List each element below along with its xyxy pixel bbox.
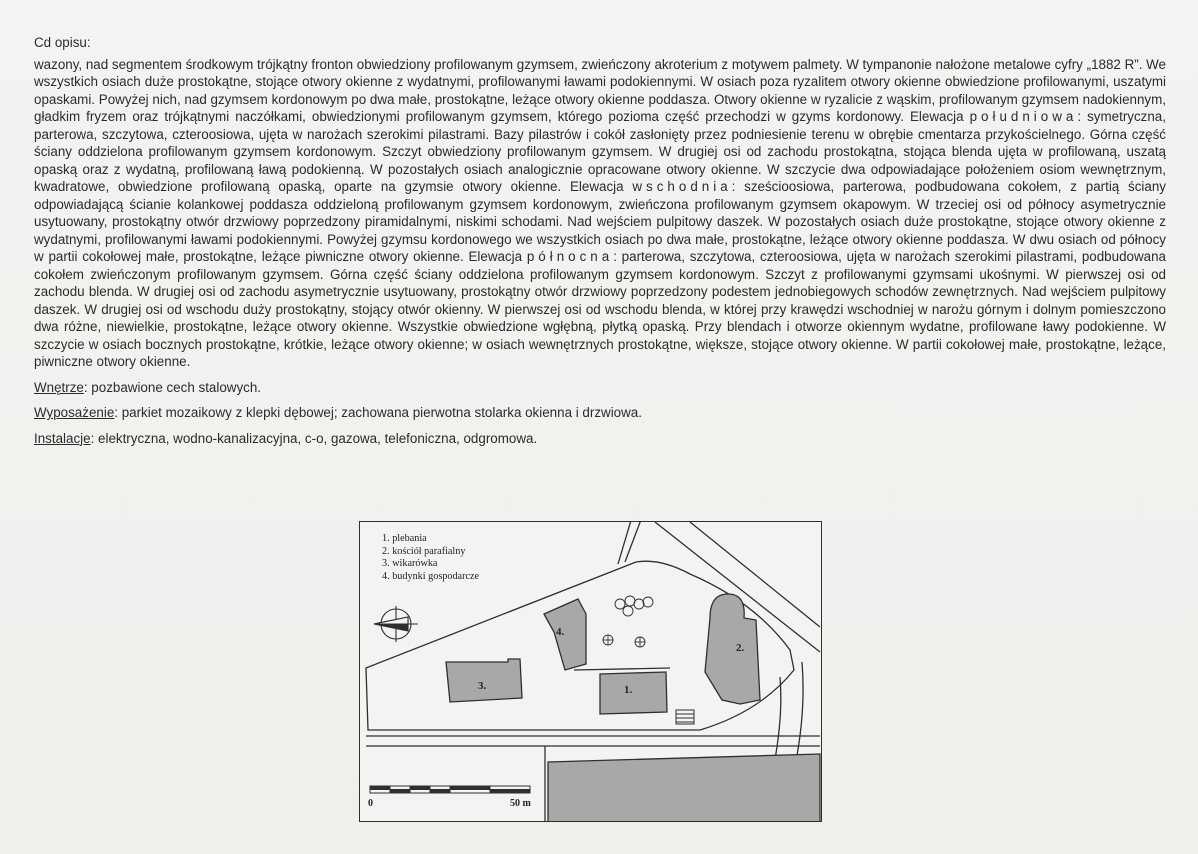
paragraph-part-4: : parterowa, szczytowa, czteroosiowa, ujęta w narożach szerokimi pilastrami, podbudowana cokołem zwieńczonym profilowanym gzymsem. Górna część ściany oddzielona profilowanym gzymsem kordonowym. Szczyt z profilowanymi gzymsami ukośnymi. W pierwszej osi od zachodu blenda. W drugiej osi od zachodu asymetrycznie usytuowany, prostokątny otwór drzwiowy poprzedzony podestem jednobiegowych schodów zewnętrznych. Nad wejściem pulpitowy daszek. W drugiej osi od wschodu duży prostokątny, stojący otwór okienny. W pierwszej osi od wschodu blenda, w której przy krawędzi wschodniej w narożu górnym i dolnym pomieszczono dwa różne, niewielkie, prostokątne, leżące otwory okienne. Wszystkie obwiedzione wgłębną, płytką opaską. Przy blendach i otworze okiennym wydatne, profilowane ławy podokienne. W szczycie w osiach bocznych prostokątne, krótkie, leżące otwory okienne; w osiach wewnętrznych prostokątne, większe, stojące otwory okienne. W partii cokołowej małe, prostokątne, leżące, piwniczne otwory okienne. [34, 249, 1166, 369]
installations-value: : elektryczna, wodno-kanalizacyjna, c-o, gazowa, telefoniczna, odgromowa. [90, 430, 538, 446]
paragraph-part-3: : sześcioosiowa, parterowa, podbudowana cokołem, z partią ściany odpowiadającą ścianie kolankowej poddasza oddzieloną profilowanym gzymsem kordonowym, zwieńczona profilowanym gzymsem okapowym. W trzeciej osi od północy asymetrycznie usytuowany, prostokątny otwór drzwiowy poprzedzony piramidalnymi, niskimi schodami. Nad wejściem pulpitowy daszek. W pozostałych osiach duże prostokątne, stojące otwory okienne z wydatnymi, profilowanymi ławami podokiennymi. Powyżej gzymsu kordonowego we wszystkich osiach po dwa małe, prostokątne, leżące otwory okienne poddasza. W dwu osiach od północy w partii cokołowej małe, prostokątne, leżące piwniczne otwory okienne. Elewacja [34, 179, 1166, 264]
paragraph-part-1: wazony, nad segmentem środkowym trójkątny fronton obwiedziony profilowanym gzymsem, zwieńczony akroterium z motywem palmety. W tympanonie nałożone metalowe cyfry „1882 R”. We wszystkich osiach duże prostokątne, stojące otwory okienne z wydatnymi, profilowanymi ławami podokiennymi. W osiach poza ryzalitem otwory okienne obwiedzione profilowanymi, uszatymi opaskami. Powyżej nich, nad gzymsem kordonowym po dwa małe, prostokątne, leżące otwory okienne poddasza. Otwory okienne w ryzalicie z wąskim, profilowanym gzymsem nadokiennym, gładkim fryzem oraz trójkątnymi naczółkami, obwiedzionymi profilowanym gzymsem, którego pozioma część przechodzi w gzyms kordonowy. Elewacja [34, 56, 1166, 124]
street-line-4 [625, 522, 642, 562]
installations-line [34, 430, 1166, 448]
building-label-1: 1. [624, 684, 633, 696]
path-line [574, 668, 670, 670]
building-label-4: 4. [556, 626, 565, 638]
interior-label: Wnętrze [34, 379, 84, 395]
interior-line [34, 379, 1166, 397]
equipment-label: Wyposażenie [34, 405, 115, 420]
north-arrow-icon [374, 606, 418, 642]
legend-item: 4. budynki gospodarcze [382, 570, 480, 582]
site-plan-map [359, 521, 822, 822]
elevation-north-term: północna [526, 249, 614, 264]
building-1-plebania [600, 672, 667, 714]
scale-end-label: 50 m [510, 798, 531, 809]
section-heading: Cd opisu: [34, 35, 91, 50]
scale-start-label: 0 [368, 798, 373, 809]
building-label-2: 2. [736, 642, 745, 654]
equipment-line [34, 404, 1166, 422]
elevation-south-term: południowa [969, 109, 1078, 124]
trees-icon [603, 596, 653, 647]
legend-item: 3. wikarówka [382, 558, 438, 570]
legend-item: 1. plebania [382, 533, 427, 544]
building-4-gospodarcze [544, 599, 586, 670]
description-paragraph [34, 56, 1166, 371]
stairs-icon [676, 710, 694, 724]
elevation-east-term: wschodnia [632, 179, 732, 194]
description-text-block [34, 34, 1166, 447]
paragraph-part-2: : symetryczna, parterowa, szczytowa, czteroosiowa, ujęta w narożach szerokimi pilastrami. Bazy pilastrów i cokół zasłonięty przez podniesienie terenu w obrębie cmentarza przykościelnego. Górna część ściany oddzielona profilowanym gzymsem kordonowym. Szczyt obwiedziony profilowanym gzymsem. W drugiej osi od zachodu prostokątna, stojąca blenda ujęta w profilowaną, uszatą opaską oraz z wydatną, profilowaną ławą podokienną. W pozostałych osiach analogicznie opracowane otwory okienne. W szczycie dwa odpowiadające położeniem osiom wewnętrznym, kwadratowe, obwiedzione profilowaną opaską, oparte na gzymsie otwory okienne. Elewacja [34, 109, 1166, 194]
installations-label: Instalacje [34, 430, 91, 446]
street-line-3 [618, 522, 632, 564]
equipment-value: : parkiet mozaikowy z klepki dębowej; zachowana pierwotna stolarka okienna i drzwiowa. [114, 405, 642, 420]
legend-item: 2. kościół parafialny [382, 545, 466, 557]
building-label-3: 3. [478, 680, 487, 692]
lower-long-building [548, 754, 820, 822]
map-legend [382, 533, 479, 583]
interior-value: : pozbawione cech stalowych. [83, 379, 262, 395]
scale-bar [370, 786, 530, 793]
street-line-2 [690, 522, 820, 627]
